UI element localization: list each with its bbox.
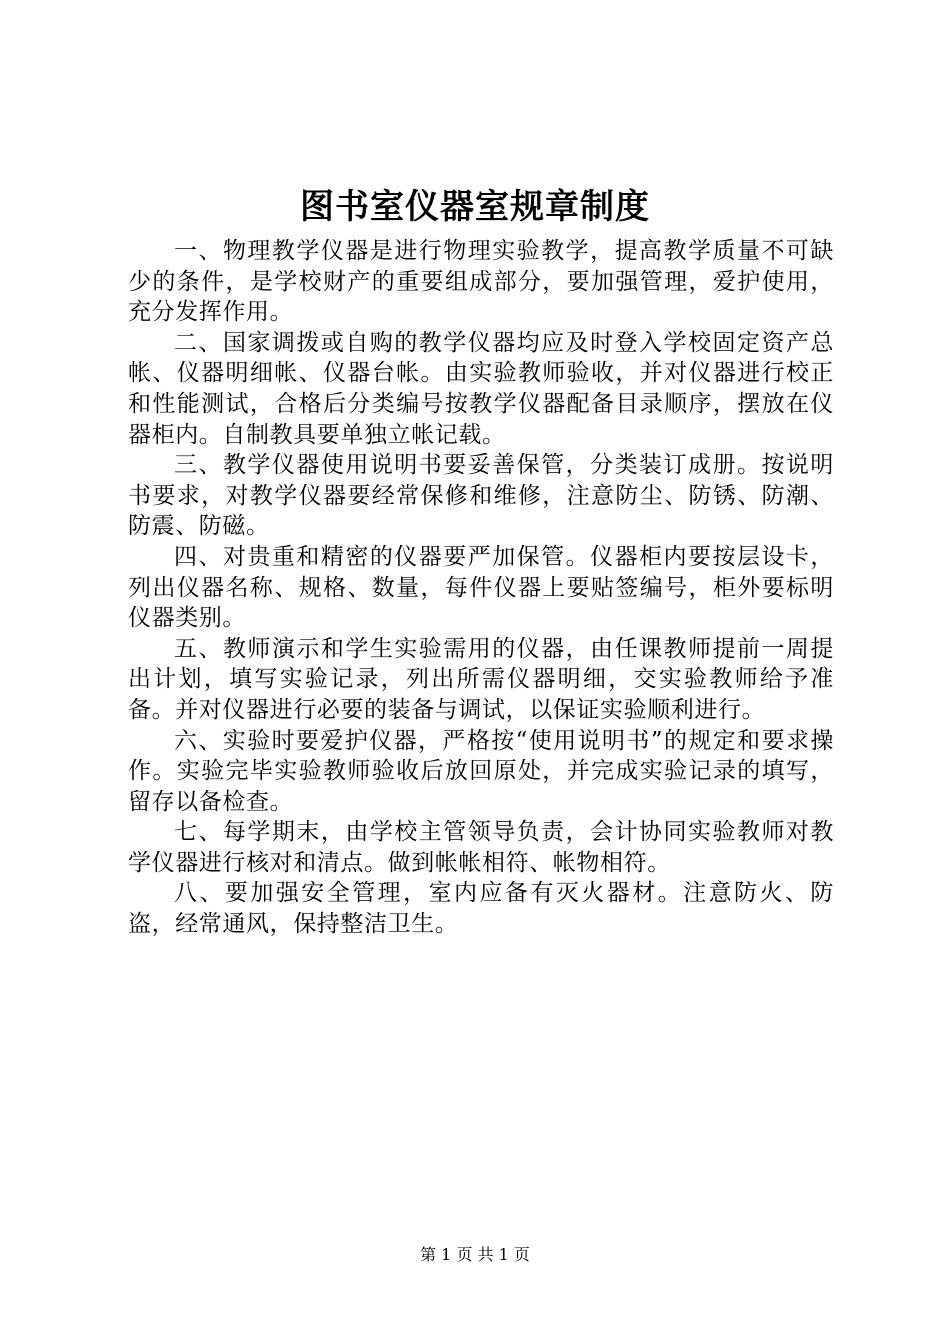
paragraph-7: 七、每学期末，由学校主管领导负责，会计协同实验教师对教学仪器进行核对和清点。做到帐帐相符、帐物相符。	[128, 819, 834, 876]
paragraph-3: 三、教学仪器使用说明书要妥善保管，分类装订成册。按说明书要求，对教学仪器要经常保修和维修，注意防尘、防锈、防潮、防震、防磁。	[128, 452, 834, 540]
paragraph-2: 二、国家调拨或自购的教学仪器均应及时登入学校固定资产总帐、仪器明细帐、仪器台帐。由实验教师验收，并对仪器进行校正和性能测试，合格后分类编号按教学仪器配备目录顺序，摆放在仪器柜内。自制教具要单独立帐记载。	[128, 329, 834, 448]
paragraph-5: 五、教师演示和学生实验需用的仪器，由任课教师提前一周提出计划，填写实验记录，列出所需仪器明细，交实验教师给予准备。并对仪器进行必要的装备与调试，以保证实验顺利进行。	[128, 635, 834, 723]
document-body	[128, 236, 834, 940]
document-title: 图书室仪器室规章制度	[300, 187, 650, 227]
paragraph-8: 八、要加强安全管理，室内应备有灭火器材。注意防火、防盗，经常通风，保持整洁卫生。	[128, 880, 834, 938]
paragraph-1: 一、物理教学仪器是进行物理实验教学，提高教学质量不可缺少的条件，是学校财产的重要组成部分，要加强管理，爱护使用，充分发挥作用。	[128, 238, 834, 326]
paragraph-4: 四、对贵重和精密的仪器要严加保管。仪器柜内要按层设卡，列出仪器名称、规格、数量，每件仪器上要贴签编号，柜外要标明仪器类别。	[128, 543, 834, 632]
page-number-footer: 第 1 页 共 1 页	[420, 1245, 530, 1264]
paragraph-6: 六、实验时要爱护仪器，严格按“使用说明书”的规定和要求操作。实验完毕实验教师验收后放回原处，并完成实验记录的填写，留存以备检查。	[128, 727, 834, 815]
